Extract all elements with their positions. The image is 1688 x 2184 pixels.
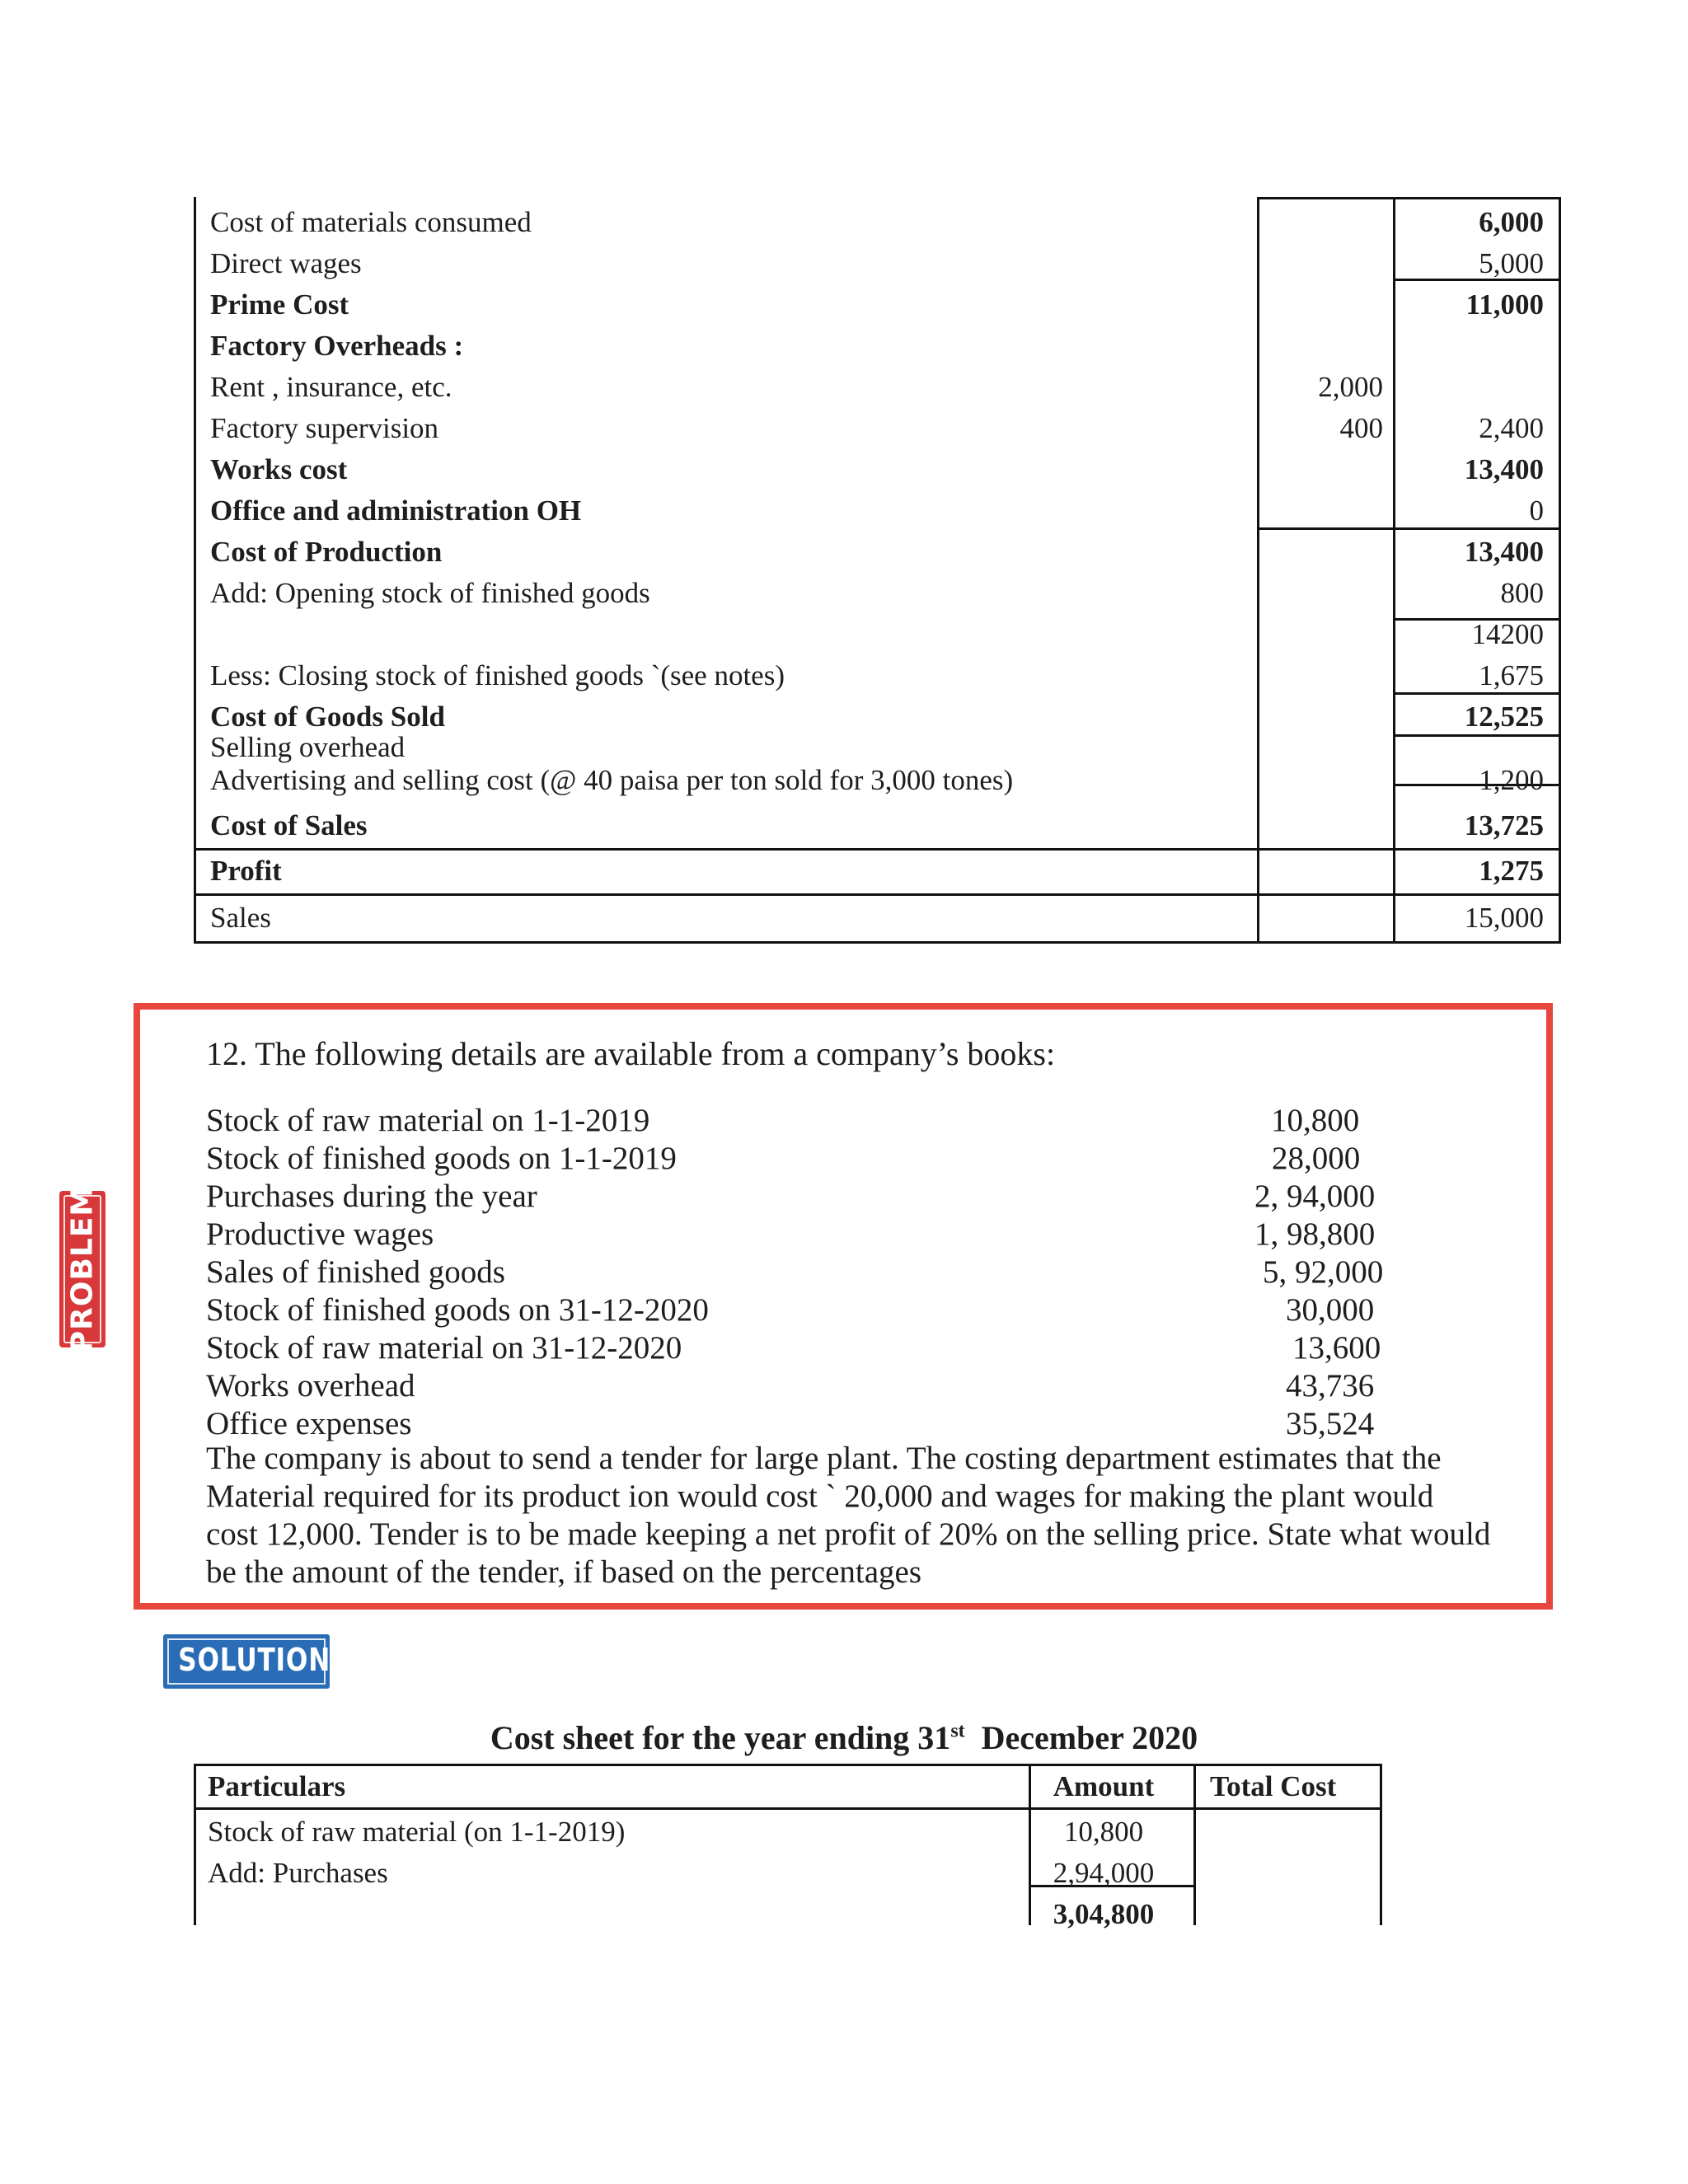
- problem-item: [206, 1216, 1376, 1254]
- table-row: [196, 573, 1559, 614]
- row-label: Rent , insurance, etc.: [210, 371, 452, 403]
- header-total-cost: Total Cost: [1210, 1770, 1337, 1802]
- table-row: [196, 490, 1559, 532]
- table-row: [196, 243, 1559, 284]
- total-value: 2,400: [1479, 412, 1544, 444]
- table-row: [196, 532, 1559, 573]
- problem-badge-label: PROBLEM: [65, 1185, 100, 1353]
- problem-item: [206, 1405, 1375, 1443]
- table-row: [196, 408, 1559, 449]
- problem-description: The company is about to send a tender for large plant. The costing department estimates that the Material required for its product ion would cost ` 20,000 and wages for making the plant would cost 12,000. Tender is to be made keeping a net profit of 20% on the selling price. State what would be the amount of the tender, if based on the percentages: [206, 1441, 1491, 1590]
- row-label: Advertising and selling cost (@ 40 paisa per ton sold for 3,000 tones): [210, 764, 1014, 796]
- item-label: Sales of finished goods: [206, 1254, 505, 1290]
- table-row: [196, 284, 1559, 326]
- problem-box: [134, 1003, 1553, 1610]
- table-row: [196, 367, 1559, 408]
- total-value: 0: [1529, 494, 1544, 527]
- row-label: Direct wages: [210, 247, 362, 279]
- problem-item: [206, 1367, 1375, 1405]
- table-row: [194, 1853, 1382, 1894]
- table-row: [196, 898, 1559, 939]
- item-label: Stock of raw material on 1-1-2019: [206, 1103, 650, 1138]
- total-value: 11,000: [1465, 288, 1544, 321]
- row-label: Profit: [210, 855, 282, 887]
- row-divider: [1257, 197, 1561, 199]
- row-label: Stock of raw material (on 1-1-2019): [208, 1816, 626, 1848]
- item-value: 28,000: [1272, 1141, 1361, 1176]
- problem-item: [206, 1291, 1375, 1329]
- total-value: 5,000: [1479, 247, 1544, 279]
- sheet-title-text: Cost sheet for the year ending 31: [490, 1719, 951, 1756]
- problem-item: [206, 1329, 1381, 1367]
- row-label: Factory Overheads :: [210, 330, 464, 362]
- item-value: 1, 98,800: [1254, 1216, 1376, 1252]
- cost-table: [194, 197, 1561, 944]
- item-label: Stock of finished goods on 1-1-2019: [206, 1141, 677, 1176]
- item-label: Works overhead: [206, 1368, 415, 1404]
- cost-sheet-table: [194, 1764, 1382, 1930]
- row-divider: [196, 893, 1561, 896]
- sheet-title-date: December 2020: [964, 1719, 1198, 1756]
- item-value: 30,000: [1286, 1292, 1375, 1328]
- total-value: 1,675: [1479, 659, 1544, 691]
- table-row: [194, 1894, 1382, 1935]
- item-label: Productive wages: [206, 1216, 434, 1252]
- item-value: 13,600: [1292, 1330, 1381, 1366]
- total-value: 6,000: [1479, 206, 1544, 238]
- amount-value: 2,000: [1318, 371, 1383, 403]
- row-label: Less: Closing stock of finished goods `(see notes): [210, 659, 785, 691]
- amount-value: 400: [1339, 412, 1383, 444]
- row-label: Selling overhead: [210, 731, 406, 763]
- row-label: Works cost: [210, 453, 348, 485]
- total-value: 800: [1500, 577, 1544, 609]
- table-row: [196, 655, 1559, 696]
- header-amount: Amount: [1053, 1770, 1155, 1802]
- total-value: 14200: [1471, 618, 1544, 650]
- item-label: Stock of raw material on 31-12-2020: [206, 1330, 682, 1366]
- solution-badge: [163, 1634, 330, 1689]
- row-label: Cost of Goods Sold: [210, 701, 445, 733]
- problem-badge: [59, 1185, 106, 1353]
- row-label: Prime Cost: [210, 288, 349, 321]
- amount-value: 2,94,000: [1053, 1857, 1155, 1889]
- item-value: 10,800: [1271, 1103, 1360, 1138]
- item-value: 43,736: [1286, 1368, 1375, 1404]
- problem-item: [206, 1254, 1384, 1291]
- total-value: 1,275: [1479, 855, 1544, 887]
- problem-item: [206, 1178, 1376, 1216]
- total-value: 13,725: [1464, 809, 1544, 841]
- item-label: Purchases during the year: [206, 1179, 537, 1214]
- row-label: Sales: [210, 902, 271, 934]
- row-divider: [194, 1807, 1382, 1810]
- row-label: Office and administration OH: [210, 494, 582, 527]
- row-label: Cost of materials consumed: [210, 206, 532, 238]
- table-row: [194, 1811, 1382, 1853]
- table-row: [196, 805, 1559, 846]
- problem-title: 12. The following details are available from a company’s books:: [206, 1035, 1056, 1072]
- table-row: [196, 851, 1559, 892]
- total-value: 12,525: [1464, 701, 1544, 733]
- item-label: Stock of finished goods on 31-12-2020: [206, 1292, 709, 1328]
- solution-badge-label: SOLUTION: [178, 1642, 331, 1678]
- item-value: 35,524: [1286, 1406, 1375, 1441]
- problem-item: [206, 1102, 1360, 1140]
- amount-subtotal: 3,04,800: [1053, 1898, 1155, 1930]
- row-label: Add: Purchases: [208, 1857, 388, 1889]
- header-particulars: Particulars: [208, 1770, 346, 1802]
- table-header-row: [194, 1766, 1382, 1807]
- table-row: [196, 731, 1559, 764]
- row-label: Cost of Sales: [210, 809, 368, 841]
- table-row: [196, 449, 1559, 490]
- total-value: 13,400: [1464, 453, 1544, 485]
- cost-sheet-title: [0, 1718, 1688, 1757]
- table-row: [196, 202, 1559, 243]
- row-label: Add: Opening stock of finished goods: [210, 577, 650, 609]
- total-value: 15,000: [1464, 902, 1544, 934]
- amount-value: 10,800: [1063, 1816, 1144, 1848]
- table-row: [196, 614, 1559, 655]
- problem-item: [206, 1140, 1360, 1178]
- table-row: [196, 764, 1559, 797]
- row-label: Factory supervision: [210, 412, 439, 444]
- item-value: 5, 92,000: [1263, 1254, 1384, 1290]
- item-value: 2, 94,000: [1254, 1179, 1376, 1214]
- sheet-title-superscript: st: [950, 1720, 965, 1742]
- total-value: 13,400: [1464, 536, 1544, 568]
- table-row: [196, 326, 1559, 367]
- row-label: Cost of Production: [210, 536, 443, 568]
- total-value: 1,200: [1479, 764, 1544, 796]
- item-label: Office expenses: [206, 1406, 412, 1441]
